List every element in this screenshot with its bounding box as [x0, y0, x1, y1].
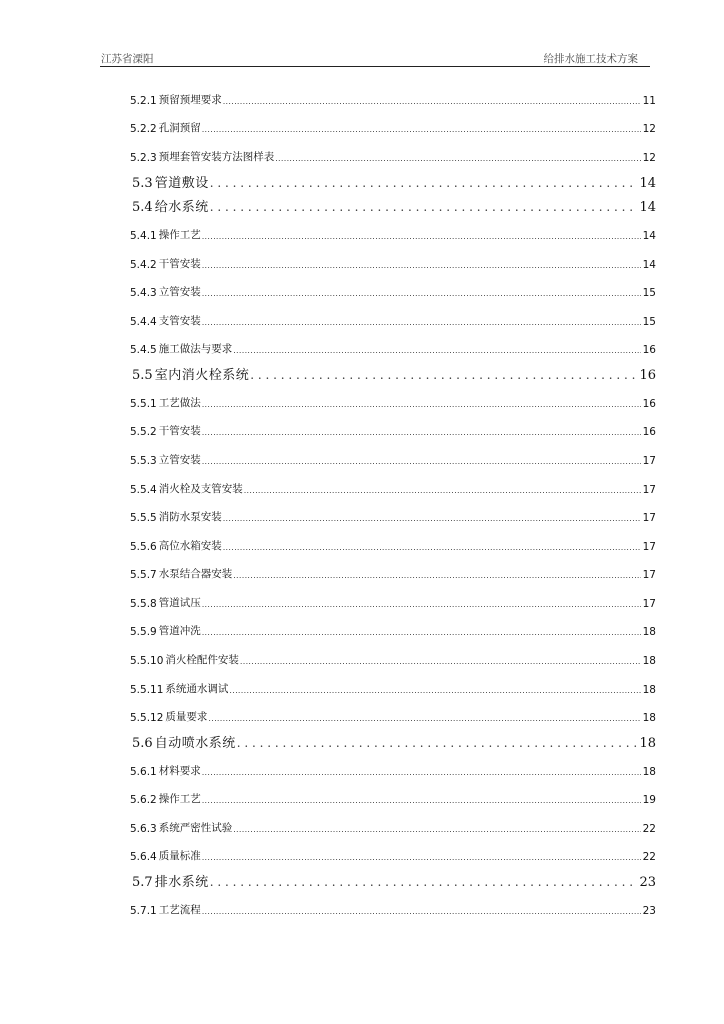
toc-dot-leader: [210, 200, 639, 215]
toc-dot-leader: [202, 259, 641, 271]
toc-entry-page-number: 17: [642, 597, 656, 610]
toc-section-entry[interactable]: [130, 730, 656, 755]
toc-subsection-entry[interactable]: [130, 277, 656, 306]
toc-dot-leader: [202, 626, 641, 638]
toc-subsection-entry[interactable]: [130, 141, 656, 170]
toc-entry-page-number: 16: [639, 368, 656, 384]
toc-entry-number: 5.4: [132, 200, 153, 216]
toc-dot-leader: [202, 851, 641, 863]
toc-dot-leader: [202, 230, 641, 242]
toc-entry-page-number: 17: [642, 454, 656, 467]
toc-section-entry[interactable]: [130, 869, 656, 894]
toc-entry-title: 孔洞预留: [158, 122, 201, 135]
toc-entry-page-number: 17: [642, 569, 656, 582]
toc-subsection-entry[interactable]: [130, 84, 656, 113]
toc-entry-number: 5.6.4: [130, 851, 157, 864]
toc-entry-page-number: 17: [642, 540, 656, 553]
toc-subsection-entry[interactable]: [130, 473, 656, 502]
toc-entry-title: 管道试压: [158, 596, 201, 609]
toc-dot-leader: [233, 569, 641, 581]
toc-section-entry[interactable]: [130, 170, 656, 195]
toc-entry-title: 系统通水调试: [165, 682, 229, 695]
toc-entry-title: 预留预埋要求: [158, 93, 222, 106]
toc-dot-leader: [202, 426, 641, 438]
toc-entry-page-number: 18: [639, 736, 656, 752]
toc-dot-leader: [210, 875, 639, 890]
toc-entry-title: 消火栓配件安装: [165, 654, 239, 667]
toc-dot-leader: [202, 905, 641, 917]
toc-entry-page-number: 14: [642, 258, 656, 271]
toc-entry-page-number: 17: [642, 483, 656, 496]
toc-entry-number: 5.5.1: [130, 397, 157, 410]
table-of-contents: [130, 84, 656, 923]
toc-entry-page-number: 23: [642, 904, 656, 917]
toc-dot-leader: [244, 484, 641, 496]
toc-entry-number: 5.6: [132, 736, 153, 752]
toc-dot-leader: [210, 176, 639, 191]
toc-entry-number: 5.5.4: [130, 483, 157, 496]
toc-entry-page-number: 18: [642, 712, 656, 725]
toc-subsection-entry[interactable]: [130, 387, 656, 416]
toc-dot-leader: [202, 455, 641, 467]
toc-subsection-entry[interactable]: [130, 305, 656, 334]
toc-entry-number: 5.4.2: [130, 258, 157, 271]
toc-entry-title: 水泵结合器安装: [158, 568, 233, 581]
toc-entry-title: 操作工艺: [158, 793, 201, 806]
toc-entry-page-number: 16: [642, 344, 656, 357]
toc-subsection-entry[interactable]: [130, 559, 656, 588]
toc-dot-leader: [229, 684, 641, 696]
toc-subsection-entry[interactable]: [130, 894, 656, 923]
toc-entry-page-number: 17: [642, 512, 656, 525]
toc-entry-page-number: 18: [642, 765, 656, 778]
page-header: [100, 50, 650, 67]
toc-entry-title: 工艺做法: [158, 396, 201, 409]
toc-entry-number: 5.5.11: [130, 683, 164, 696]
toc-entry-title: 管道敷设: [154, 175, 209, 191]
toc-subsection-entry[interactable]: [130, 644, 656, 673]
toc-entry-number: 5.6.1: [130, 765, 157, 778]
toc-subsection-entry[interactable]: [130, 334, 656, 363]
toc-subsection-entry[interactable]: [130, 841, 656, 870]
toc-dot-leader: [275, 152, 641, 164]
toc-entry-title: 材料要求: [158, 764, 201, 777]
toc-entry-page-number: 11: [642, 94, 656, 107]
toc-dot-leader: [208, 712, 641, 724]
toc-entry-title: 管道冲洗: [158, 625, 201, 638]
toc-entry-number: 5.7.1: [130, 904, 157, 917]
toc-entry-title: 施工做法与要求: [158, 343, 233, 356]
toc-entry-title: 干管安装: [158, 257, 201, 270]
toc-entry-page-number: 12: [642, 123, 656, 136]
toc-entry-title: 自动喷水系统: [154, 736, 236, 752]
toc-dot-leader: [202, 766, 641, 778]
toc-entry-page-number: 16: [642, 397, 656, 410]
toc-entry-title: 立管安装: [158, 453, 201, 466]
toc-entry-number: 5.4.4: [130, 315, 157, 328]
toc-entry-number: 5.2.1: [130, 94, 157, 107]
toc-subsection-entry[interactable]: [130, 113, 656, 142]
toc-entry-number: 5.5.7: [130, 569, 157, 582]
toc-dot-leader: [202, 398, 641, 410]
toc-entry-number: 5.5.6: [130, 540, 157, 553]
toc-section-entry[interactable]: [130, 362, 656, 387]
toc-section-entry[interactable]: [130, 195, 656, 220]
toc-entry-number: 5.5.9: [130, 626, 157, 639]
toc-subsection-entry[interactable]: [130, 755, 656, 784]
toc-dot-leader: [202, 123, 641, 135]
toc-entry-title: 立管安装: [158, 286, 201, 299]
toc-subsection-entry[interactable]: [130, 616, 656, 645]
toc-entry-title: 工艺流程: [158, 903, 201, 916]
toc-subsection-entry[interactable]: [130, 502, 656, 531]
toc-entry-title: 室内消火栓系统: [154, 368, 250, 384]
toc-subsection-entry[interactable]: [130, 416, 656, 445]
toc-subsection-entry[interactable]: [130, 219, 656, 248]
toc-dot-leader: [202, 316, 641, 328]
toc-entry-number: 5.7: [132, 875, 153, 891]
toc-entry-title: 给水系统: [154, 200, 209, 216]
toc-entry-title: 排水系统: [154, 875, 209, 891]
toc-entry-number: 5.5.12: [130, 712, 164, 725]
toc-dot-leader: [202, 598, 641, 610]
toc-entry-number: 5.4.3: [130, 287, 157, 300]
toc-subsection-entry[interactable]: [130, 444, 656, 473]
toc-dot-leader: [223, 95, 641, 107]
toc-subsection-entry[interactable]: [130, 812, 656, 841]
header-document-title: 给排水施工技术方案: [543, 53, 638, 65]
toc-entry-number: 5.2.2: [130, 123, 157, 136]
toc-dot-leader: [233, 344, 641, 356]
toc-entry-title: 消防水泵安装: [158, 511, 222, 524]
toc-entry-title: 干管安装: [158, 425, 201, 438]
toc-dot-leader: [237, 736, 639, 751]
toc-dot-leader: [202, 287, 641, 299]
toc-entry-page-number: 19: [642, 794, 656, 807]
header-location: 江苏省溧阳: [101, 53, 154, 65]
toc-entry-page-number: 14: [639, 200, 656, 216]
toc-entry-number: 5.6.2: [130, 794, 157, 807]
toc-entry-number: 5.3: [132, 175, 153, 191]
toc-subsection-entry[interactable]: [130, 673, 656, 702]
toc-entry-number: 5.5.10: [130, 655, 164, 668]
toc-entry-page-number: 18: [642, 683, 656, 696]
toc-entry-page-number: 14: [639, 175, 656, 191]
toc-dot-leader: [223, 512, 641, 524]
toc-entry-number: 5.4.5: [130, 344, 157, 357]
toc-entry-page-number: 14: [642, 229, 656, 242]
toc-entry-title: 质量要求: [165, 711, 208, 724]
toc-subsection-entry[interactable]: [130, 587, 656, 616]
toc-entry-page-number: 16: [642, 426, 656, 439]
toc-entry-page-number: 22: [642, 851, 656, 864]
toc-entry-title: 质量标准: [158, 850, 201, 863]
toc-subsection-entry[interactable]: [130, 248, 656, 277]
toc-entry-number: 5.5.5: [130, 512, 157, 525]
toc-dot-leader: [240, 655, 641, 667]
toc-entry-title: 预埋套管安装方法图样表: [158, 150, 275, 163]
toc-dot-leader: [202, 794, 641, 806]
toc-entry-page-number: 23: [639, 875, 656, 891]
toc-entry-title: 操作工艺: [158, 228, 201, 241]
toc-entry-title: 高位水箱安装: [158, 539, 222, 552]
toc-entry-number: 5.5.2: [130, 426, 157, 439]
toc-dot-leader: [250, 368, 638, 383]
toc-entry-number: 5.5.3: [130, 454, 157, 467]
toc-dot-leader: [233, 823, 641, 835]
toc-subsection-entry[interactable]: [130, 784, 656, 813]
toc-entry-number: 5.2.3: [130, 151, 157, 164]
toc-entry-number: 5.5.8: [130, 597, 157, 610]
toc-entry-page-number: 15: [642, 287, 656, 300]
toc-subsection-entry[interactable]: [130, 702, 656, 731]
toc-entry-title: 消火栓及支管安装: [158, 482, 243, 495]
toc-entry-title: 支管安装: [158, 314, 201, 327]
toc-dot-leader: [223, 541, 641, 553]
toc-subsection-entry[interactable]: [130, 530, 656, 559]
toc-entry-number: 5.5: [132, 368, 153, 384]
toc-entry-page-number: 18: [642, 626, 656, 639]
toc-entry-title: 系统严密性试验: [158, 821, 233, 834]
toc-entry-page-number: 15: [642, 315, 656, 328]
toc-entry-number: 5.4.1: [130, 229, 157, 242]
toc-entry-page-number: 18: [642, 655, 656, 668]
toc-entry-page-number: 12: [642, 151, 656, 164]
toc-entry-page-number: 22: [642, 822, 656, 835]
toc-entry-number: 5.6.3: [130, 822, 157, 835]
